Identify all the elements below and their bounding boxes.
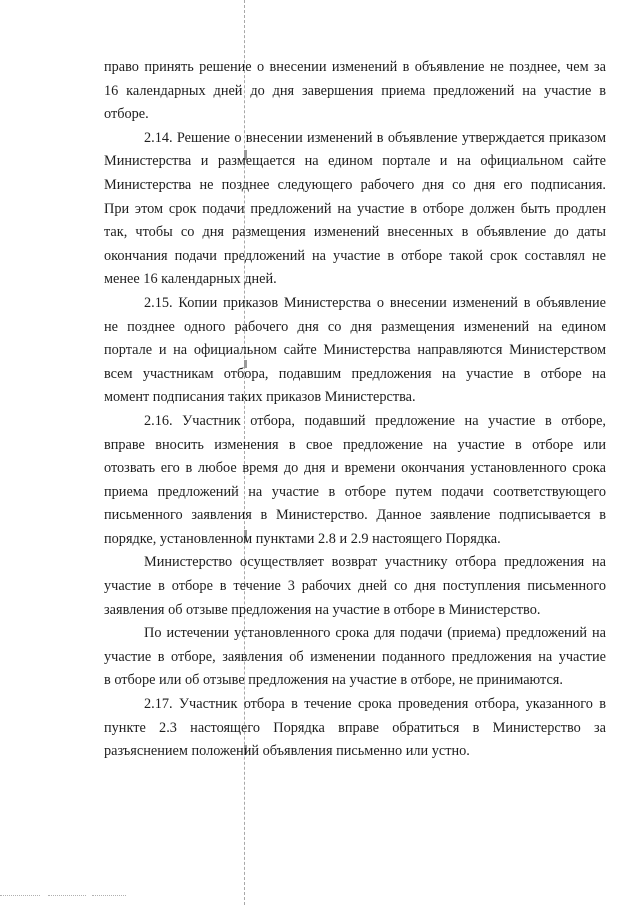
document-line: разъяснением положений объявления письменно или устно.	[104, 743, 470, 760]
scan-edge-dots	[92, 895, 126, 897]
document-line: отозвать его в любое время до дня и времени окончания установленного срока	[104, 460, 606, 477]
document-line: 2.17. Участник отбора в течение срока проведения отбора, указанного в	[144, 696, 606, 713]
document-line: Министерства и размещается на едином портале и на официальном сайте	[104, 153, 606, 170]
document-line: порядке, установленном пунктами 2.8 и 2.9 настоящего Порядка.	[104, 530, 501, 547]
document-line: отборе.	[104, 106, 149, 123]
scan-edge-dots	[0, 895, 40, 897]
document-line: участие в отборе в течение 3 рабочих дней со дня поступления письменного	[104, 578, 606, 595]
document-line: При этом срок подачи предложений на участие в отборе должен быть продлен	[104, 200, 606, 217]
document-body	[104, 56, 606, 764]
document-line: право принять решение о внесении изменений в объявление не позднее, чем за	[104, 59, 606, 75]
document-line: в отборе или об отзыве предложения на участие в отборе, не принимаются.	[104, 672, 563, 689]
document-line: так, чтобы со дня размещения изменений внесенных в объявление до даты	[104, 224, 606, 241]
document-line: письменного заявления в Министерство. Данное заявление подписывается в	[104, 507, 606, 524]
document-line: пункте 2.3 настоящего Порядка вправе обратиться в Министерство за	[104, 719, 606, 736]
document-line: всем участникам отбора, подавшим предложения на участие в отборе на	[104, 365, 606, 382]
document-line: окончания подачи предложений на участие в отборе такой срок составлял не	[104, 247, 606, 264]
document-line: 2.16. Участник отбора, подавший предложение на участие в отборе,	[144, 412, 606, 429]
document-line: вправе вносить изменения в свое предложение на участие в отборе или	[104, 436, 606, 453]
document-line: 2.14. Решение о внесении изменений в объявление утверждается приказом	[144, 129, 606, 146]
document-line: приема предложений на участие в отборе путем подачи соответствующего	[104, 483, 606, 500]
document-line: не позднее одного рабочего дня со дня размещения изменений на едином	[104, 318, 606, 335]
document-line: момент подписания таких приказов Министерства.	[104, 389, 416, 406]
document-line: портале и на официальном сайте Министерства направляются Министерством	[104, 342, 606, 359]
document-line: 2.15. Копии приказов Министерства о внесении изменений в объявление	[144, 294, 606, 311]
document-line: Министерства не позднее следующего рабочего дня со дня его подписания.	[104, 176, 606, 193]
document-line: 16 календарных дней до дня завершения приема предложений на участие в	[104, 82, 606, 99]
document-line: заявления об отзыве предложения на участие в отборе в Министерство.	[104, 601, 541, 618]
document-line: участие в отборе, заявления об изменении поданного предложения на участие	[104, 648, 606, 665]
document-line: По истечении установленного срока для подачи (приема) предложений на	[144, 625, 606, 642]
document-line: Министерство осуществляет возврат участнику отбора предложения на	[144, 554, 606, 571]
scan-edge-dots	[48, 895, 86, 897]
document-line: менее 16 календарных дней.	[104, 271, 277, 288]
